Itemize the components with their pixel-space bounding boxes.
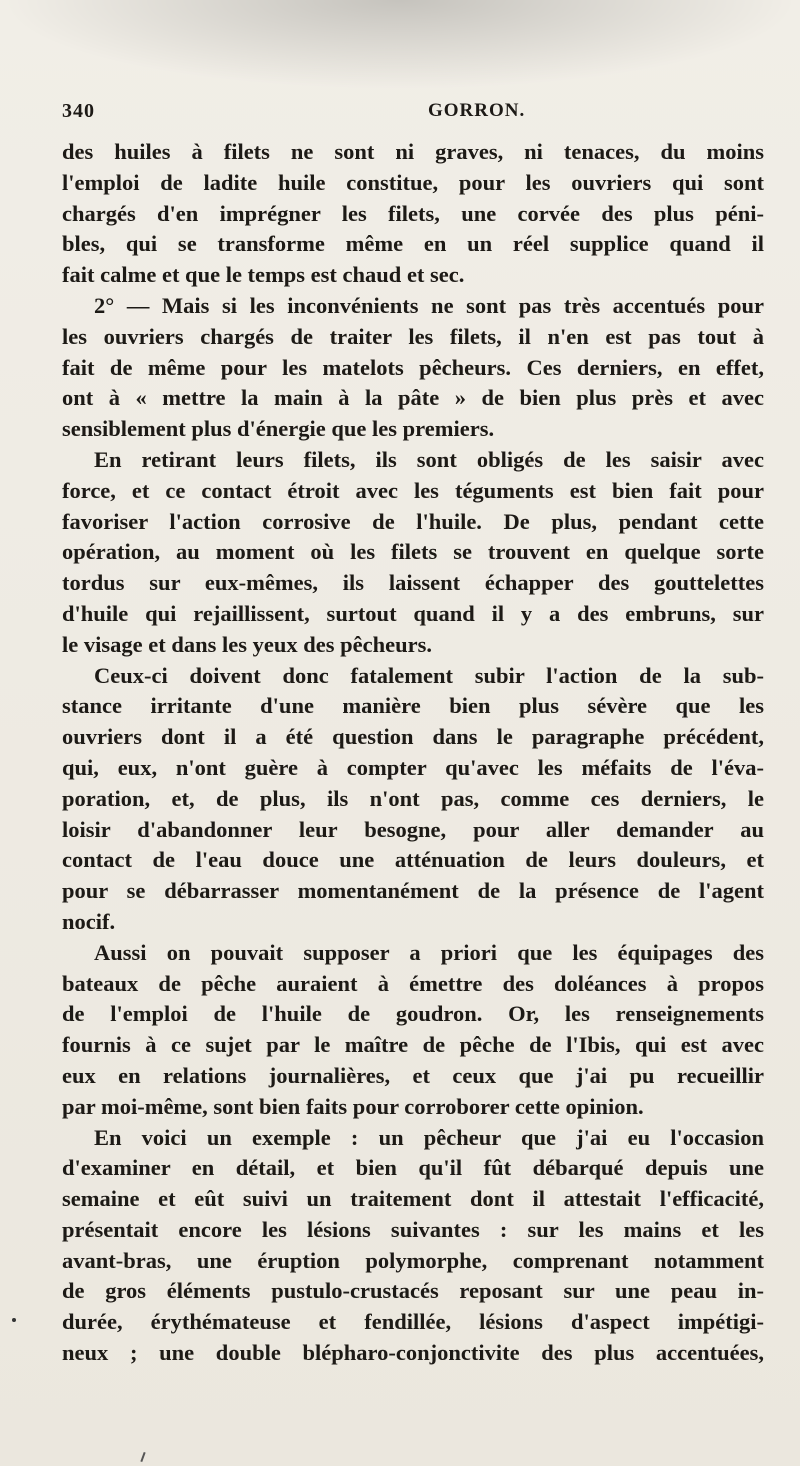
text-line: fait calme et que le temps est chaud et sec.: [62, 262, 465, 288]
text-line: poration, et, de plus, ils n'ont pas, comme ces derniers, le: [62, 785, 764, 811]
text-line: En retirant leurs filets, ils sont obligés de les saisir avec: [94, 446, 764, 472]
text-line: avant-bras, une éruption polymorphe, comprenant notamment: [62, 1247, 764, 1273]
text-line: fournis à ce sujet par le maître de pêche de l'Ibis, qui est avec: [62, 1032, 764, 1058]
text-line: fait de même pour les matelots pêcheurs. Ces derniers, en effet,: [62, 354, 764, 380]
text-line: bateaux de pêche auraient à émettre des doléances à propos: [62, 970, 764, 996]
text-line: 2° — Mais si les inconvénients ne sont pas très accentués pour: [94, 292, 764, 318]
text-line: force, et ce contact étroit avec les téguments est bien fait pour: [62, 477, 764, 503]
page-header: [62, 96, 762, 136]
text-line: d'huile qui rejaillissent, surtout quand il y a des embruns, sur: [62, 600, 764, 626]
text-line: présentait encore les lésions suivantes : sur les mains et les: [62, 1216, 764, 1242]
text-line: des huiles à filets ne sont ni graves, ni tenaces, du moins: [62, 139, 764, 164]
text-line: bles, qui se transforme même en un réel supplice quand il: [62, 231, 764, 257]
text-line: de l'emploi de l'huile de goudron. Or, les renseignements: [62, 1001, 764, 1027]
text-line: loisir d'abandonner leur besogne, pour aller demander au: [62, 816, 764, 842]
text-line: par moi-même, sont bien faits pour corroborer cette opinion.: [62, 1093, 644, 1119]
text-line: durée, érythémateuse et fendillée, lésions d'aspect impétigi-: [62, 1309, 764, 1335]
text-line: qui, eux, n'ont guère à compter qu'avec les méfaits de l'éva-: [62, 754, 764, 780]
text-line: eux en relations journalières, et ceux que j'ai pu recueillir: [62, 1062, 764, 1088]
ink-speck: [140, 1452, 145, 1462]
text-line: En voici un exemple : un pêcheur que j'ai eu l'occasion: [94, 1124, 764, 1150]
text-line: les ouvriers chargés de traiter les filets, il n'en est pas tout à: [62, 323, 764, 349]
text-line: sensiblement plus d'énergie que les premiers.: [62, 416, 495, 442]
ink-speck: [12, 1318, 16, 1322]
text-line: chargés d'en imprégner les filets, une corvée des plus péni-: [62, 200, 764, 226]
text-line: contact de l'eau douce une atténuation de leurs douleurs, et: [62, 847, 764, 873]
text-line: semaine et eût suivi un traitement dont il attestait l'efficacité,: [62, 1186, 764, 1212]
text-line: stance irritante d'une manière bien plus sévère que les: [62, 693, 764, 719]
text-line: tordus sur eux-mêmes, ils laissent échapper des gouttelettes: [62, 570, 764, 596]
running-head: GORRON.: [428, 100, 526, 121]
text-line: ouvriers dont il a été question dans le paragraphe précédent,: [62, 724, 764, 750]
body-text: [62, 137, 764, 1369]
text-line: opération, au moment où les filets se trouvent en quelque sorte: [62, 539, 764, 565]
text-line: le visage et dans les yeux des pêcheurs.: [62, 631, 432, 657]
text-line: nocif.: [62, 908, 116, 934]
text-line: ont à « mettre la main à la pâte » de bien plus près et avec: [62, 385, 764, 411]
text-line: de gros éléments pustulo-crustacés reposant sur une peau in-: [62, 1278, 764, 1304]
text-line: l'emploi de ladite huile constitue, pour les ouvriers qui sont: [62, 169, 764, 195]
text-line: favoriser l'action corrosive de l'huile. De plus, pendant cette: [62, 508, 764, 534]
text-line: Aussi on pouvait supposer a priori que les équipages des: [94, 939, 764, 965]
text-line: neux ; une double blépharo-conjonctivite des plus accentuées,: [62, 1340, 764, 1366]
page-number: 340: [62, 100, 95, 122]
text-line: d'examiner en détail, et bien qu'il fût débarqué depuis une: [62, 1155, 764, 1181]
text-line: pour se débarrasser momentanément de la présence de l'agent: [62, 878, 764, 904]
text-line: Ceux-ci doivent donc fatalement subir l'action de la sub-: [94, 662, 764, 688]
